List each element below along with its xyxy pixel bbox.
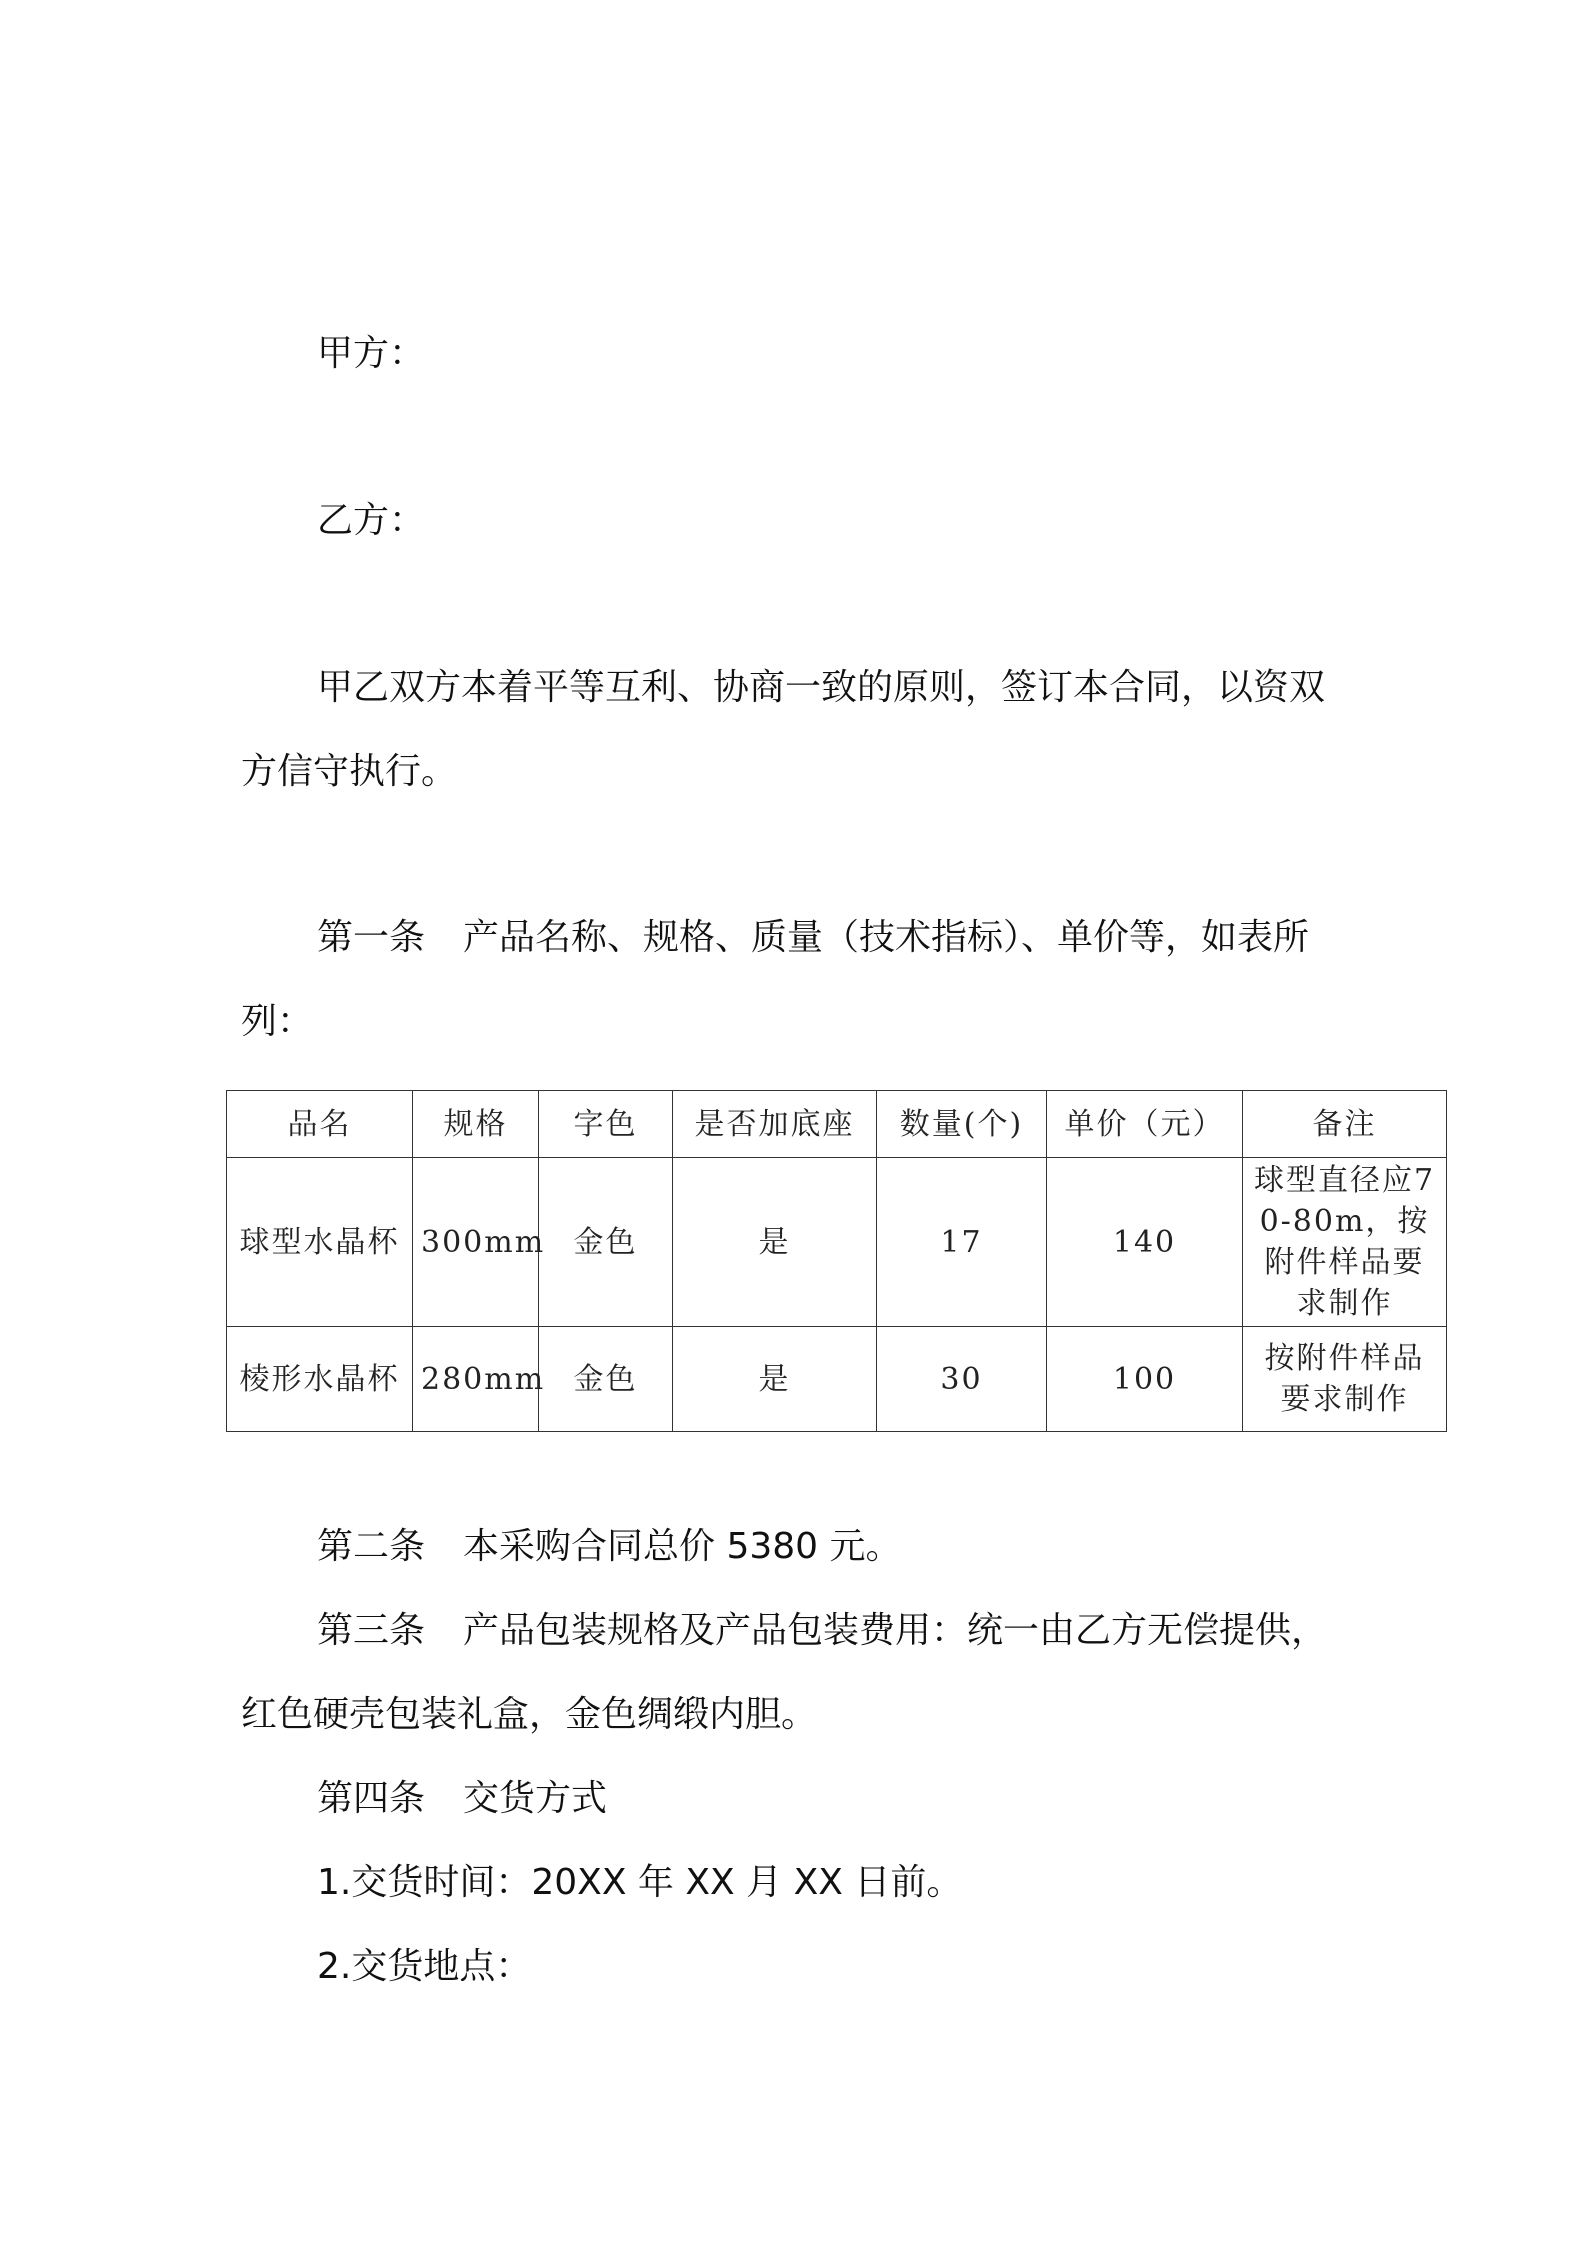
header-note: 备注 [1243,1091,1447,1158]
article-4-text: 交货方式 [463,1778,608,1819]
cell-note: 按附件样品要求制作 [1243,1327,1447,1432]
article-3-line-1 [241,1589,1361,1673]
party-b-label: 乙方： [317,500,426,541]
cell-quantity: 17 [877,1158,1047,1327]
article-1-number: 第一条 [317,917,426,958]
article-2-number: 第二条 [317,1526,426,1567]
cell-font-color: 金色 [539,1327,673,1432]
article-3-line-2: 红色硬壳包装礼盒，金色绸缎内胆。 [241,1694,818,1735]
article-3-number: 第三条 [317,1610,426,1651]
article-1-text: 产品名称、规格、质量（技术指标）、单价等，如表所 [463,917,1310,958]
cell-spec: 300mm [413,1158,539,1327]
cell-quantity: 30 [877,1327,1047,1432]
table-header-row [227,1091,1447,1158]
article-2-text: 本采购合同总价 5380 元。 [463,1526,902,1567]
party-a-label: 甲方： [317,333,426,374]
cell-product-name: 球型水晶杯 [227,1158,413,1327]
table-row [227,1158,1447,1327]
article-1-line-2: 列： [241,1001,314,1042]
cell-font-color: 金色 [539,1158,673,1327]
product-table [226,1090,1447,1432]
article-4 [241,1757,1361,1841]
header-font-color: 字色 [539,1091,673,1158]
cell-spec: 280mm [413,1327,539,1432]
table-row [227,1327,1447,1432]
delivery-time: 1.交货时间：20XX 年 XX 月 XX 日前。 [317,1862,963,1903]
article-3-text: 产品包装规格及产品包装费用：统一由乙方无偿提供， [463,1610,1328,1651]
header-unit-price: 单价（元） [1047,1091,1243,1158]
article-4-number: 第四条 [317,1778,426,1819]
cell-product-name: 棱形水晶杯 [227,1327,413,1432]
header-base: 是否加底座 [673,1091,877,1158]
intro-line-1: 甲乙双方本着平等互利、协商一致的原则，签订本合同，以资双 [317,667,1326,708]
cell-note: 球型直径应70-80m，按附件样品要求制作 [1243,1158,1447,1327]
delivery-place: 2.交货地点： [317,1946,532,1987]
header-spec: 规格 [413,1091,539,1158]
cell-base: 是 [673,1158,877,1327]
cell-unit-price: 140 [1047,1158,1243,1327]
article-1-line-1 [241,896,1361,980]
cell-unit-price: 100 [1047,1327,1243,1432]
header-product-name: 品名 [227,1091,413,1158]
header-quantity: 数量(个) [877,1091,1047,1158]
cell-base: 是 [673,1327,877,1432]
intro-line-2: 方信守执行。 [241,751,458,792]
article-2 [241,1505,1361,1589]
